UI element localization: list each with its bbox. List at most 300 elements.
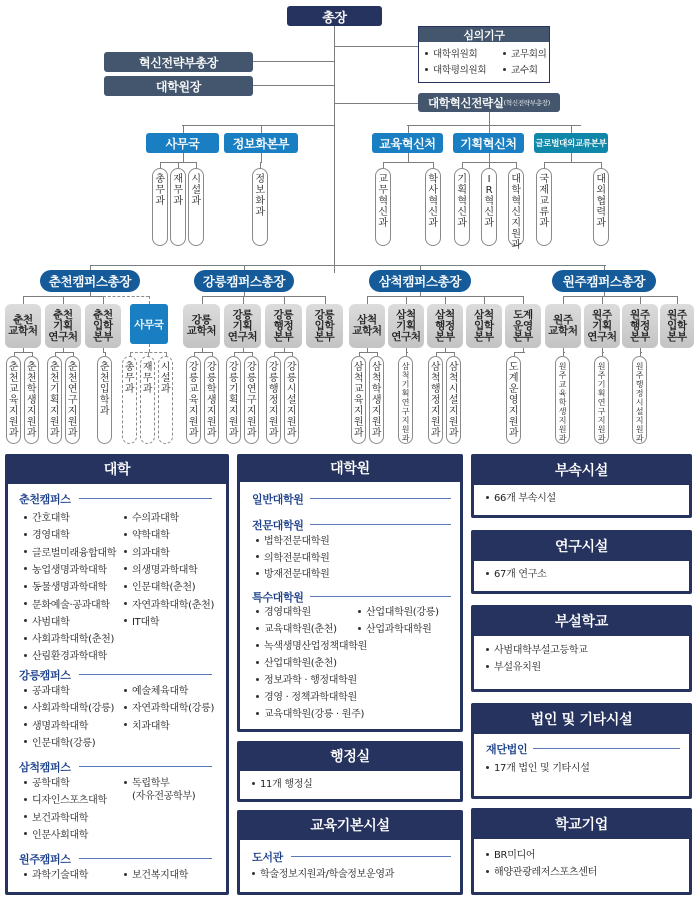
- sub-unit-char: 과: [596, 218, 606, 229]
- sub-unit-char: 과: [206, 428, 217, 439]
- sub-unit-box[interactable]: [158, 356, 173, 444]
- college-item: 생명과학대학: [24, 721, 88, 733]
- sub-unit-char: 과: [191, 196, 201, 207]
- sub-unit-char: 원: [188, 417, 199, 428]
- vp-connector: [252, 61, 334, 62]
- sub-unit-box[interactable]: [536, 168, 552, 246]
- campus-unit-label: 삼척: [474, 308, 494, 321]
- sub-unit-char: 천: [49, 373, 60, 384]
- campus-unit-label: 본부: [474, 330, 494, 343]
- sub-unit-box[interactable]: [244, 356, 259, 444]
- sub-unit-char: 행: [268, 384, 279, 395]
- connector-line: [274, 352, 293, 353]
- campus-unit-box[interactable]: [388, 304, 424, 348]
- sub-unit-char: 지: [49, 406, 60, 417]
- sub-unit-box[interactable]: [425, 168, 441, 246]
- sub-unit-char: 연: [597, 398, 606, 407]
- sub-unit-char: 과: [430, 428, 441, 439]
- dashed-connector: [149, 296, 150, 304]
- campus-unit-label: 연구처: [587, 330, 617, 343]
- sub-unit-char: 교: [8, 384, 19, 395]
- campus-unit-box[interactable]: [85, 304, 121, 348]
- admin-title: 행정실: [330, 749, 370, 765]
- sub-unit-char: 과: [228, 428, 239, 439]
- campus-unit-box[interactable]: [622, 304, 658, 348]
- sub-unit-char: 원: [228, 417, 239, 428]
- campus-unit-box[interactable]: [505, 304, 541, 348]
- campus-unit-box[interactable]: [306, 304, 343, 348]
- sub-unit-char: 신: [484, 207, 494, 218]
- sub-unit-char: 지: [286, 406, 297, 417]
- research-title: 연구시설: [555, 538, 608, 555]
- campus-unit-label: 교학처: [548, 325, 578, 337]
- college-item: 의과대학: [124, 548, 169, 560]
- sub-unit-box[interactable]: [555, 356, 570, 444]
- dean-box[interactable]: 대학원장: [104, 76, 253, 96]
- graduate-item: 산업과학대학원: [358, 624, 432, 636]
- sub-unit-char: 시: [448, 384, 459, 395]
- sub-unit-char: 교: [539, 196, 549, 207]
- sub-unit-char: 대: [596, 174, 606, 185]
- campus-unit-box[interactable]: [660, 304, 694, 348]
- sub-unit-box[interactable]: [252, 168, 268, 246]
- hq-bar-left: [182, 125, 335, 126]
- gangneung-section-title: 강릉캠퍼스: [19, 669, 71, 682]
- innovation-connector: [334, 103, 418, 104]
- sub-unit-char: 사: [428, 185, 438, 196]
- sub-unit-char: 원: [558, 362, 567, 371]
- sub-unit-char: 기: [49, 384, 60, 395]
- sub-unit-char: 춘: [26, 362, 37, 373]
- connector-line: [563, 296, 678, 297]
- college-item: 수의과대학: [124, 513, 179, 525]
- connector-line: [436, 352, 455, 353]
- campus-unit-label: 행정: [435, 319, 455, 332]
- sub-unit-char: 외: [596, 185, 606, 196]
- college-item: 인문사회대학: [24, 830, 88, 842]
- sub-unit-char: 릉: [268, 373, 279, 384]
- sub-unit-char: 학: [558, 398, 567, 407]
- college-item: 인문대학(춘천): [124, 582, 195, 594]
- sub-unit-char: 천: [26, 373, 37, 384]
- section-divider: [79, 766, 212, 767]
- sub-unit-char: 삼: [448, 362, 459, 373]
- campus-unit-box[interactable]: [545, 304, 581, 348]
- graduate-general-title: 일반대학원: [252, 493, 304, 506]
- sub-unit-box[interactable]: [188, 168, 204, 246]
- sub-unit-box[interactable]: [152, 168, 168, 246]
- graduate-item: 법학전문대학원: [256, 536, 330, 548]
- sub-unit-char: 원: [206, 417, 217, 428]
- campus-unit-label: 원주: [630, 308, 650, 321]
- innovation-office-box[interactable]: 대학혁신전략실 (혁신전략부총장): [418, 93, 560, 112]
- research-item: 67개 연구소: [486, 569, 546, 581]
- sub-unit-char: 입: [99, 384, 110, 395]
- campus-unit-box[interactable]: [349, 304, 385, 348]
- campus-unit-label: 행정: [273, 319, 294, 332]
- sub-unit-char: 과: [457, 218, 467, 229]
- sub-unit-char: 과: [142, 384, 153, 395]
- sub-unit-char: 과: [401, 434, 410, 443]
- company-item: 해양관광레저스포츠센터: [486, 867, 597, 879]
- campus-unit-label: 연구처: [227, 330, 258, 343]
- attached-panel: [471, 454, 692, 518]
- hq-unit-box[interactable]: [534, 133, 608, 153]
- sub-unit-char: 강: [268, 362, 279, 373]
- campus-unit-label: 입학: [667, 319, 687, 332]
- campus-unit-box[interactable]: [584, 304, 620, 348]
- sub-unit-char: 시: [191, 174, 201, 185]
- hq-unit-label: 교육혁신처: [379, 136, 436, 151]
- sub-unit-char: 정: [268, 395, 279, 406]
- campus-unit-label: 기획: [53, 319, 73, 332]
- college-item: 독립학부: [124, 778, 169, 790]
- connector-line: [640, 296, 641, 304]
- sub-unit-char: 과: [49, 428, 60, 439]
- connector-line: [563, 296, 564, 304]
- connector-line: [383, 162, 434, 163]
- sub-unit-char: 획: [49, 395, 60, 406]
- sub-unit-box[interactable]: [97, 356, 112, 444]
- campus-unit-box[interactable]: [265, 304, 302, 348]
- sub-unit-char: 원: [635, 362, 644, 371]
- sub-unit-char: 릉: [286, 373, 297, 384]
- campus-unit-box[interactable]: [5, 304, 41, 348]
- campus-unit-box[interactable]: [183, 304, 220, 348]
- graduate-item: 녹색생명산업정책대학원: [256, 641, 367, 653]
- campus-unit-box[interactable]: [224, 304, 261, 348]
- sub-unit-char: 지: [246, 406, 257, 417]
- sub-unit-char: 지: [371, 406, 382, 417]
- hq-unit-label: 글로벌대외교류본부: [535, 139, 607, 149]
- graduate-item: 방재전문대학원: [256, 569, 330, 581]
- connector-line: [63, 296, 64, 304]
- graduate-item: 경영대학원: [256, 607, 311, 619]
- sub-unit-char: 과: [539, 218, 549, 229]
- graduate-title: 대학원: [330, 461, 370, 477]
- sub-unit-char: 연: [401, 398, 410, 407]
- sub-unit-char: 주: [635, 371, 644, 380]
- campus-unit-label: 기획: [232, 319, 253, 332]
- campus-unit-label: 강릉: [273, 308, 294, 321]
- sub-unit-char: 릉: [228, 373, 239, 384]
- connector-line: [14, 352, 33, 353]
- graduate-special-title: 특수대학원: [252, 591, 304, 604]
- campus-unit-label: 교학처: [352, 325, 382, 337]
- admin-panel: [237, 741, 463, 802]
- sub-unit-box[interactable]: [594, 356, 609, 444]
- hq-unit-label: 사무국: [165, 136, 200, 151]
- sub-unit-box[interactable]: [6, 356, 21, 444]
- college-item: 경영대학: [24, 530, 69, 542]
- sub-unit-char: 과: [371, 428, 382, 439]
- edu-facility-title: 교육기본시설: [310, 818, 390, 834]
- sub-unit-char: 신: [457, 207, 467, 218]
- sub-unit-box[interactable]: [140, 356, 155, 444]
- sub-unit-char: 과: [255, 207, 265, 218]
- sub-unit-char: 릉: [188, 373, 199, 384]
- dean-connector: [252, 85, 334, 86]
- sub-unit-char: 삼: [401, 362, 410, 371]
- sub-unit-box[interactable]: [204, 356, 219, 444]
- campus-unit-box[interactable]: [466, 304, 502, 348]
- graduate-item: 의학전문대학원: [256, 553, 330, 565]
- college-item: 과학기술대학: [24, 870, 88, 882]
- sub-unit-box[interactable]: [369, 356, 384, 444]
- campus-unit-label: 삼척: [396, 308, 416, 321]
- sub-unit-char: 지: [597, 416, 606, 425]
- campus-unit-label: 춘천: [53, 308, 73, 321]
- sub-unit-char: 도: [508, 362, 519, 373]
- campus-unit-label: 춘천: [13, 314, 33, 326]
- sub-unit-char: 척: [371, 373, 382, 384]
- sub-unit-char: 제: [539, 185, 549, 196]
- sub-unit-char: 교: [378, 174, 388, 185]
- sub-unit-box[interactable]: [266, 356, 281, 444]
- sub-unit-box[interactable]: [506, 356, 521, 444]
- hq-unit-box[interactable]: [146, 133, 219, 153]
- sub-unit-char: 춘: [99, 362, 110, 373]
- college-item: 치과대학: [124, 721, 169, 733]
- research-panel: [471, 530, 692, 594]
- sub-unit-char: 천: [8, 373, 19, 384]
- campus-unit-label: 도계: [513, 308, 533, 321]
- sub-unit-char: 과: [286, 428, 297, 439]
- campus-president-box[interactable]: [194, 270, 294, 292]
- sub-unit-box[interactable]: [632, 356, 647, 444]
- sub-unit-char: 강: [206, 362, 217, 373]
- deliberative-item: 대학평의원회: [425, 65, 486, 77]
- sub-unit-char: 무: [124, 373, 135, 384]
- sub-unit-char: 과: [246, 428, 257, 439]
- sub-unit-char: 원: [558, 425, 567, 434]
- sub-unit-char: 정: [255, 174, 265, 185]
- section-divider: [79, 674, 212, 675]
- sub-unit-char: 척: [401, 371, 410, 380]
- connector-line: [484, 296, 485, 304]
- sub-unit-char: 신: [378, 207, 388, 218]
- sub-unit-char: 원: [597, 362, 606, 371]
- section-divider: [79, 858, 212, 859]
- campus-unit-label: 강릉: [314, 308, 335, 321]
- college-item: IT대학: [124, 617, 159, 629]
- sub-unit-char: 천: [67, 373, 78, 384]
- connector-line: [406, 296, 407, 304]
- graduate-item: 산업대학원(춘천): [256, 658, 337, 670]
- campus-unit-label: 기획: [396, 319, 416, 332]
- sub-unit-char: 생: [558, 407, 567, 416]
- library-item: 학술정보지원과/학술정보운영과: [252, 869, 394, 881]
- sub-unit-char: 천: [99, 373, 110, 384]
- campus-office-box[interactable]: [130, 304, 168, 344]
- sub-unit-char: 보: [255, 185, 265, 196]
- sub-unit-char: 력: [596, 207, 606, 218]
- sub-unit-box[interactable]: [481, 168, 497, 246]
- sub-unit-box[interactable]: [122, 356, 137, 444]
- college-item: 간호대학: [24, 513, 69, 525]
- college-item: 농업생명과학대학: [24, 565, 107, 577]
- sub-unit-char: 혁: [484, 196, 494, 207]
- deliberative-connector: [334, 46, 418, 47]
- sub-unit-char: 혁: [378, 196, 388, 207]
- sub-unit-char: 원: [286, 417, 297, 428]
- sub-unit-char: 기: [597, 380, 606, 389]
- school-title: 부설학교: [555, 613, 608, 630]
- sub-unit-box[interactable]: [65, 356, 80, 444]
- sub-unit-box[interactable]: [446, 356, 461, 444]
- campus-unit-label: 본부: [273, 330, 294, 343]
- sub-unit-char: 교: [353, 384, 364, 395]
- company-item: BR미디어: [486, 850, 535, 862]
- sub-unit-char: 시: [160, 362, 171, 373]
- sub-unit-char: 원: [508, 417, 519, 428]
- chuncheon-section-title: 춘천캠퍼스: [19, 493, 71, 506]
- sub-unit-char: 원: [8, 417, 19, 428]
- campus-president-box[interactable]: [40, 270, 140, 292]
- sub-unit-char: 원: [401, 425, 410, 434]
- hq-unit-label: 정보화본부: [232, 136, 290, 151]
- sub-unit-box[interactable]: [47, 356, 62, 444]
- campus-unit-label: 입학: [314, 319, 335, 332]
- graduate-item: 교육대학원(강릉 · 원주): [256, 709, 364, 721]
- sub-unit-char: 혁: [511, 196, 521, 207]
- sub-unit-char: 과: [353, 428, 364, 439]
- sub-unit-char: 학: [206, 384, 217, 395]
- sub-unit-box[interactable]: [508, 168, 524, 251]
- college-item: 약학대학: [124, 530, 169, 542]
- connector-line: [284, 296, 285, 304]
- sub-unit-char: 재: [173, 174, 183, 185]
- sub-unit-char: 무: [142, 373, 153, 384]
- hq-unit-label: 기획혁신처: [460, 136, 517, 151]
- sub-unit-char: 지: [8, 406, 19, 417]
- sub-unit-char: 영: [508, 395, 519, 406]
- sub-unit-char: 지: [508, 406, 519, 417]
- sub-unit-char: 육: [558, 389, 567, 398]
- campus-unit-label: 삼척: [357, 314, 377, 326]
- sub-unit-char: 정: [635, 389, 644, 398]
- sub-unit-box[interactable]: [284, 356, 299, 444]
- campus-unit-label: 입학: [93, 319, 113, 332]
- campus-president-box[interactable]: [369, 270, 471, 292]
- sub-unit-char: 지: [448, 406, 459, 417]
- sub-unit-box[interactable]: [226, 356, 241, 444]
- connector-line: [202, 296, 326, 297]
- campus-unit-box[interactable]: [427, 304, 463, 348]
- president-label: 총장: [322, 10, 347, 26]
- sub-unit-char: 원: [353, 417, 364, 428]
- college-item: 예술체육대학: [124, 686, 188, 698]
- sub-unit-char: 강: [228, 362, 239, 373]
- sub-unit-char: I: [487, 174, 491, 185]
- campus-bar: [90, 265, 606, 266]
- sub-unit-char: 강: [246, 362, 257, 373]
- sub-unit-box[interactable]: [24, 356, 39, 444]
- sub-unit-box[interactable]: [170, 168, 186, 246]
- sub-unit-char: 강: [286, 362, 297, 373]
- sub-unit-char: 원: [268, 417, 279, 428]
- sub-unit-char: 지: [401, 416, 410, 425]
- sub-unit-char: 원: [635, 425, 644, 434]
- sub-unit-char: 연: [67, 384, 78, 395]
- president-box[interactable]: [287, 6, 382, 26]
- vice-president-box[interactable]: 혁신전략부총장: [104, 52, 253, 72]
- campus-unit-box[interactable]: [45, 304, 81, 348]
- sub-unit-char: 지: [353, 406, 364, 417]
- sub-unit-char: 생: [206, 395, 217, 406]
- campus-president-box[interactable]: [552, 270, 656, 292]
- hq-unit-box[interactable]: [224, 133, 298, 153]
- campus-unit-label: 교학처: [186, 325, 217, 337]
- sub-unit-box[interactable]: [351, 356, 366, 444]
- campus-unit-label: 운영: [513, 319, 533, 332]
- attached-item: 66개 부속시설: [486, 493, 556, 505]
- college-item-note: (자유전공학부): [132, 791, 196, 802]
- graduate-professional-title: 전문대학원: [252, 519, 304, 532]
- company-title: 학교기업: [555, 816, 608, 833]
- sub-unit-char: 협: [596, 196, 606, 207]
- sub-unit-char: 계: [508, 373, 519, 384]
- campus-unit-label: 기획: [592, 319, 612, 332]
- sub-unit-char: 국: [539, 174, 549, 185]
- sub-unit-char: 과: [378, 218, 388, 229]
- sub-unit-char: 구: [246, 395, 257, 406]
- sub-unit-char: 무: [173, 185, 183, 196]
- sub-unit-char: 육: [188, 395, 199, 406]
- hq-unit-box[interactable]: [453, 133, 524, 153]
- campus-unit-label: 삼척: [435, 308, 455, 321]
- campus-unit-label: 교학처: [8, 325, 38, 337]
- sub-unit-char: 무: [155, 185, 165, 196]
- sub-unit-char: 학: [99, 395, 110, 406]
- connector-line: [367, 296, 368, 304]
- hq-unit-box[interactable]: [372, 133, 443, 153]
- sub-unit-box[interactable]: [398, 356, 413, 444]
- deliberative-title: 심의기구: [419, 27, 549, 42]
- connector-line: [677, 296, 678, 304]
- sub-unit-char: 대: [511, 174, 521, 185]
- sub-unit-char: 척: [353, 373, 364, 384]
- campus-unit-label: 입학: [474, 319, 494, 332]
- section-divider: [79, 498, 212, 499]
- sub-unit-box[interactable]: [375, 168, 391, 246]
- college-item: 사회과학대학(춘천): [24, 634, 114, 646]
- connector-line: [325, 296, 326, 304]
- sub-unit-char: 주: [558, 371, 567, 380]
- sub-unit-char: 시: [635, 398, 644, 407]
- sub-unit-char: 설: [635, 407, 644, 416]
- trunk-line: [334, 25, 335, 273]
- college-item: 자연과학대학(춘천): [124, 600, 214, 612]
- campus-unit-label: 본부: [93, 330, 113, 343]
- college-item: 보건과학대학: [24, 813, 88, 825]
- sub-unit-char: 과: [124, 384, 135, 395]
- sub-unit-char: 릉: [206, 373, 217, 384]
- sub-unit-char: 원: [246, 417, 257, 428]
- hq-bar-right: [407, 125, 581, 126]
- sub-unit-box[interactable]: [593, 168, 609, 246]
- graduate-item: 교육대학원(춘천): [256, 624, 337, 636]
- sub-unit-char: 과: [508, 428, 519, 439]
- college-item: 디자인스포츠대학: [24, 795, 107, 807]
- campus-unit-label: 연구처: [391, 330, 421, 343]
- sub-unit-box[interactable]: [186, 356, 201, 444]
- sub-unit-box[interactable]: [428, 356, 443, 444]
- sub-unit-char: 과: [155, 196, 165, 207]
- connector-line: [234, 352, 253, 353]
- sub-unit-char: 과: [428, 218, 438, 229]
- sub-unit-box[interactable]: [454, 168, 470, 246]
